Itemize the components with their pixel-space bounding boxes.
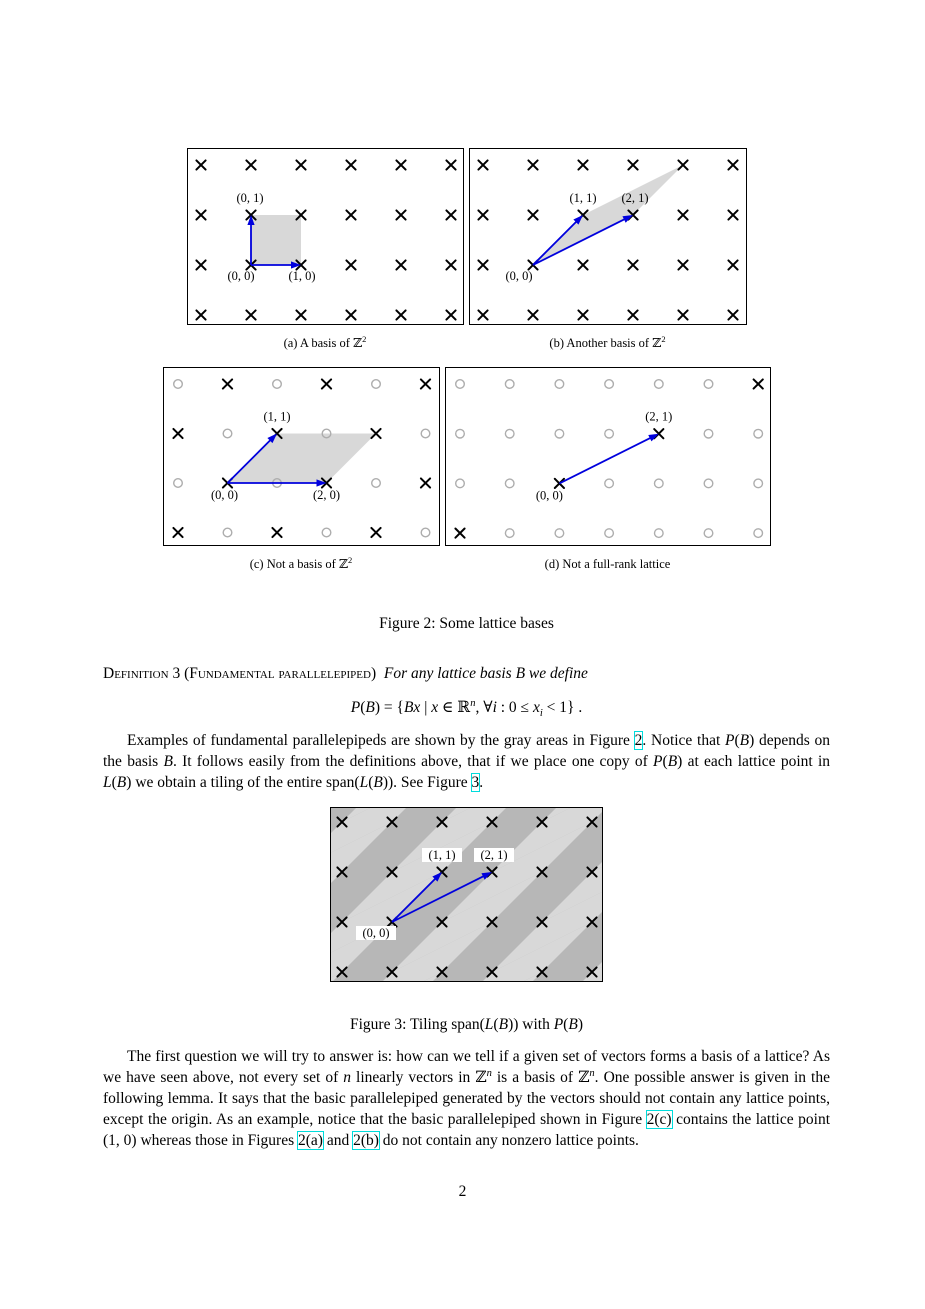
text-run: B xyxy=(568,1016,578,1033)
figure-2-block xyxy=(103,148,830,633)
point-label: (2, 1) xyxy=(620,191,649,205)
text-run: at each lattice point in xyxy=(682,753,831,770)
subfigure-c xyxy=(163,367,440,572)
text-run: Examples of fundamental parallelepipeds are shown by the gray areas in Figure xyxy=(127,732,635,749)
text-run: ) = { xyxy=(374,699,404,716)
page-number: 2 xyxy=(458,1183,467,1200)
text-run xyxy=(376,665,384,682)
text-run: 2 xyxy=(362,333,367,344)
text-run: P xyxy=(653,753,663,770)
lattice-points xyxy=(196,160,455,319)
text-run: P xyxy=(725,732,735,749)
figure-border xyxy=(469,149,746,325)
text-run: . Notice that xyxy=(642,732,725,749)
text-run: B xyxy=(739,732,750,749)
text-run: ( xyxy=(563,1016,569,1033)
text-run: . See Figure xyxy=(393,774,472,791)
paragraph-first-question xyxy=(103,1046,830,1151)
lattice-points xyxy=(478,160,737,319)
text-run: L xyxy=(359,774,369,791)
text-run: : 0 ≤ xyxy=(496,699,533,716)
point-label: (0, 1) xyxy=(235,191,264,205)
subfigure-b-canvas xyxy=(469,148,747,325)
text-run: ) xyxy=(126,774,132,791)
text-run: 2 xyxy=(348,554,353,565)
figure-row-bottom xyxy=(103,367,830,572)
text-run: B xyxy=(365,699,375,716)
text-run: B xyxy=(373,774,383,791)
text-run: x xyxy=(431,699,439,716)
point-label: (1, 0) xyxy=(287,269,316,283)
subfigure-c-canvas xyxy=(163,367,440,546)
figure-ref-link[interactable]: 2(c) xyxy=(646,1111,672,1128)
text-run: ) xyxy=(577,1016,583,1033)
figure-3-caption xyxy=(103,1015,830,1034)
text-run: contains the lattice point (1, 0) whereas those in Figures xyxy=(103,1111,830,1149)
text-run: For any lattice basis B we define xyxy=(383,665,588,682)
subfigure-c-caption xyxy=(163,554,440,572)
text-run: , ∀ xyxy=(475,699,493,716)
text-run: )) xyxy=(382,774,394,791)
subfigure-a-canvas xyxy=(187,148,464,325)
point-label: (1, 1) xyxy=(568,191,597,205)
figure-border xyxy=(187,149,463,325)
text-run: < 1} . xyxy=(542,699,583,716)
subfigure-a-caption xyxy=(187,333,464,351)
figure-row-top xyxy=(103,148,830,351)
point-label: (0, 0) xyxy=(226,269,255,283)
text-run: B xyxy=(667,753,678,770)
figure-ref-link[interactable]: 2 xyxy=(634,732,643,749)
subfigure-a xyxy=(187,148,464,351)
figure-2-caption: Figure 2: Some lattice bases xyxy=(379,615,554,632)
text-run: B xyxy=(163,753,173,770)
text-run: ( xyxy=(111,774,117,791)
point-label: (2, 1) xyxy=(644,409,672,424)
point-label: (2, 1) xyxy=(480,848,508,862)
definition-3-heading xyxy=(103,663,830,684)
fundamental-parallelepiped-formula xyxy=(103,697,830,718)
point-label: (0, 0) xyxy=(535,488,563,503)
text-run: B xyxy=(116,774,127,791)
text-run: L xyxy=(103,774,112,791)
figure-ref-link[interactable]: 3 xyxy=(471,774,480,791)
text-run: Figure 3: Tiling span( xyxy=(350,1016,485,1033)
subfigure-d-canvas xyxy=(445,367,771,546)
text-run: P xyxy=(350,699,361,716)
text-run: x xyxy=(532,699,540,716)
text-run: ∈ ℝ xyxy=(438,699,471,716)
text-run: 2 xyxy=(661,333,666,344)
text-run: and xyxy=(322,1132,354,1149)
text-run: i xyxy=(492,699,497,716)
text-run: is a basis of ℤ xyxy=(491,1069,590,1086)
text-run: . It follows easily from the definitions above, that if we place one copy of xyxy=(172,753,654,770)
text-run: . One possible answer is given in the following lemma. It says that the basic parallelepiped generated by the vectors should not contain any lattice points, except the origin. As an example, notice that the basic parallelepiped shown in Figure xyxy=(103,1069,830,1128)
subfigure-b xyxy=(469,148,747,351)
text-run: n xyxy=(343,1069,352,1086)
subfigure-d xyxy=(445,367,771,572)
point-label: (1, 1) xyxy=(262,409,291,424)
text-run: with xyxy=(518,1016,554,1033)
text-run: i xyxy=(539,708,543,720)
text-run: Bx xyxy=(403,699,421,716)
text-run: n xyxy=(486,1067,492,1079)
figure-3-canvas xyxy=(330,807,603,982)
point-label: (0, 0) xyxy=(210,488,238,502)
text-run: ( xyxy=(493,1016,499,1033)
text-run: ( xyxy=(734,732,740,749)
text-run: The first question we will try to answer is: how can we tell if a given set of vectors forms a basis of a lattice? As we have seen above, not every set of xyxy=(103,1048,830,1086)
text-run: depends on the basis xyxy=(103,732,831,770)
text-run: ( xyxy=(662,753,668,770)
text-run: ( xyxy=(360,699,366,716)
point-label: (0, 0) xyxy=(362,926,390,940)
fundamental-parallelepiped-shade xyxy=(251,215,301,265)
text-run: )) xyxy=(508,1016,519,1033)
fundamental-parallelepiped-shade xyxy=(227,434,376,484)
paragraph-examples xyxy=(103,730,830,793)
basis-vector-arrows xyxy=(559,434,658,484)
figure-border xyxy=(445,368,770,546)
tiling-pattern xyxy=(330,807,603,982)
figure-ref-link[interactable]: 2(a) xyxy=(298,1132,323,1149)
text-run: (c) Not a basis of ℤ xyxy=(249,557,349,571)
text-run: we obtain a tiling of the entire span( xyxy=(131,774,360,791)
text-run: (b) Another basis of ℤ xyxy=(549,336,662,350)
text-run: n xyxy=(589,1067,595,1079)
text-run: ) xyxy=(749,732,755,749)
text-run: L xyxy=(484,1016,494,1033)
text-run: | xyxy=(420,699,432,716)
point-label: (0, 0) xyxy=(504,269,533,283)
text-run: . xyxy=(479,774,484,791)
figure-ref-link[interactable]: 2(b) xyxy=(353,1132,379,1149)
text-run: n xyxy=(470,697,476,709)
point-label: (1, 1) xyxy=(428,848,456,862)
text-run: P xyxy=(553,1016,564,1033)
text-run: Definition 3 (Fundamental parallelepiped) xyxy=(103,665,377,682)
text-run: ) xyxy=(677,753,683,770)
text-run: (d) Not a full-rank lattice xyxy=(544,557,671,571)
text-run: linearly vectors in ℤ xyxy=(351,1069,487,1086)
figure-3 xyxy=(103,807,830,987)
text-run: ( xyxy=(368,774,374,791)
subfigure-d-caption xyxy=(445,557,771,572)
text-run: do not contain any nonzero lattice points. xyxy=(378,1132,639,1149)
text-run: B xyxy=(498,1016,509,1033)
point-label: (2, 0) xyxy=(312,488,340,502)
text-run: (a) A basis of ℤ xyxy=(283,336,363,350)
subfigure-b-caption xyxy=(469,333,747,351)
fundamental-parallelepiped-shade xyxy=(533,165,683,265)
